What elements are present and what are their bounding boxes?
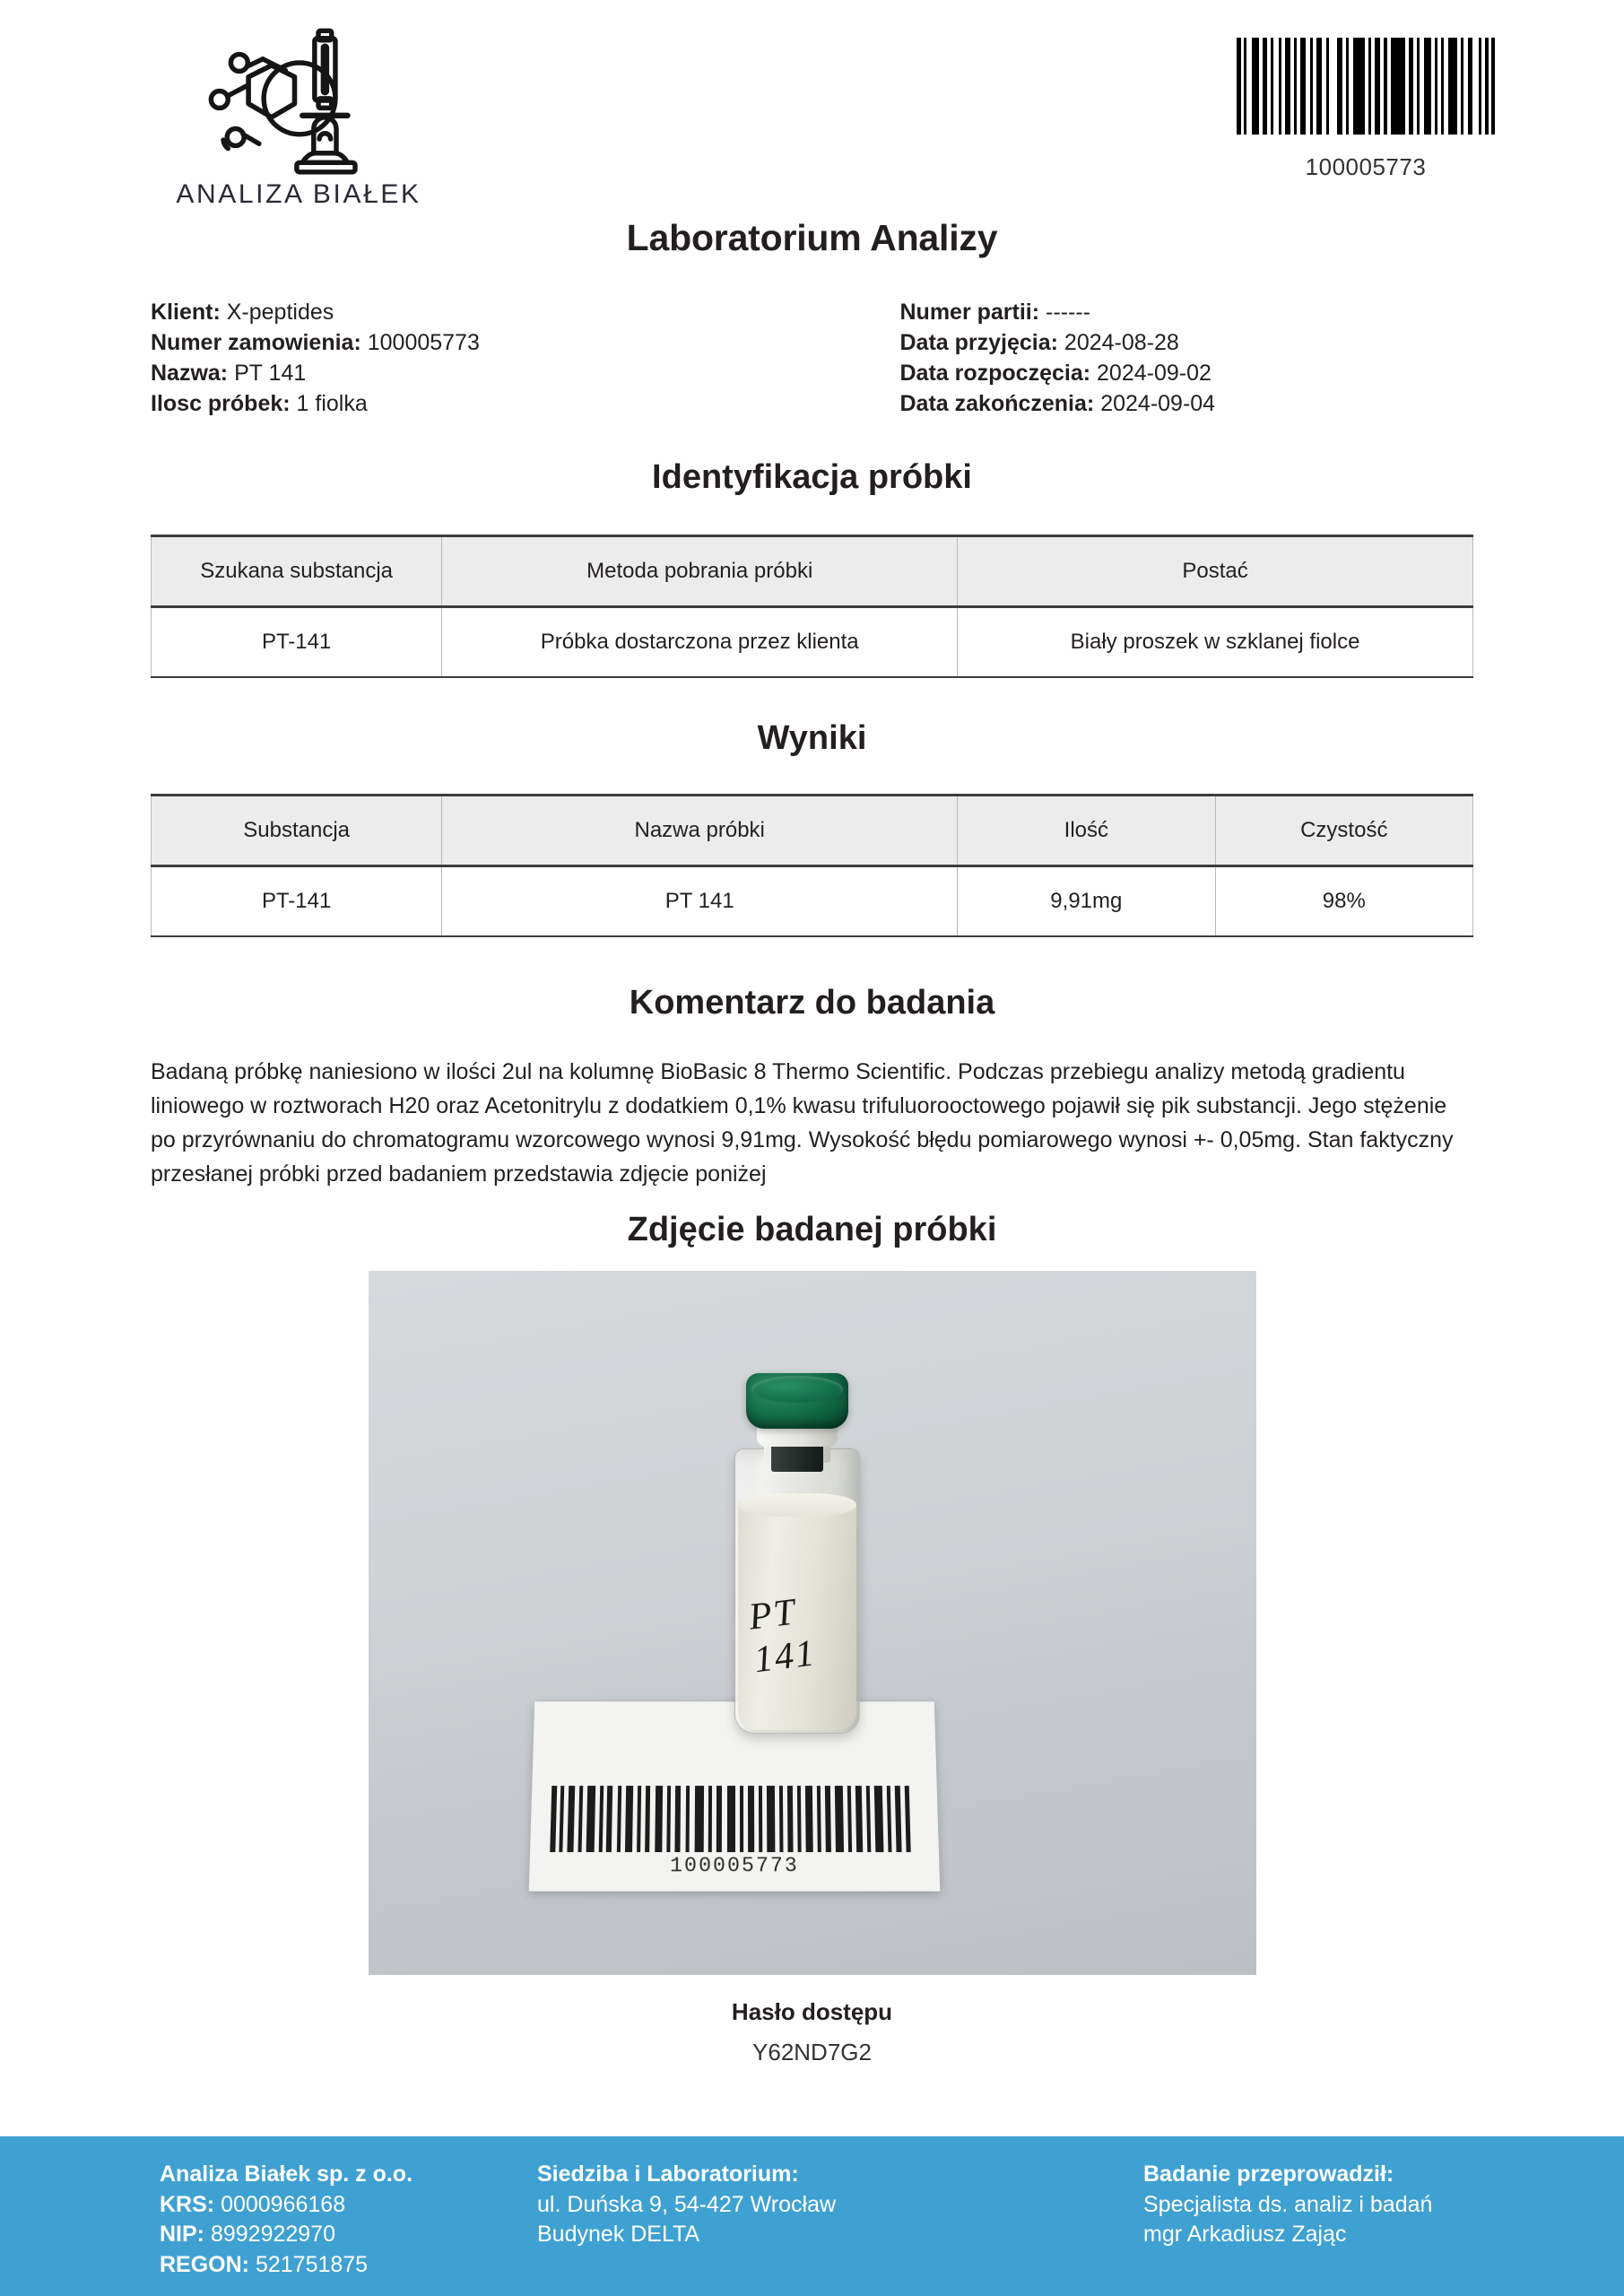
barcode-icon	[1237, 38, 1495, 135]
column-header: Substancja	[152, 796, 442, 866]
meta-value: 100005773	[367, 330, 480, 355]
footer-krs	[160, 2190, 489, 2221]
footer-performer-line2: mgr Arkadiusz Zając	[1143, 2222, 1347, 2247]
meta-label: Numer zamowienia:	[151, 330, 361, 355]
column-header: Postać	[958, 536, 1473, 607]
page-footer	[0, 2136, 1624, 2296]
footer-nip	[160, 2220, 489, 2250]
table-cell: 9,91mg	[958, 866, 1215, 937]
vial-handwritten-label: PT 141	[746, 1591, 818, 1682]
vial-powder-surface	[738, 1493, 856, 1517]
vial-rubber-stopper	[771, 1443, 823, 1472]
table-cell: Biały proszek w szklanej fiolce	[958, 607, 1473, 678]
meta-value: 2024-09-04	[1100, 391, 1216, 416]
meta-value: ------	[1046, 300, 1090, 325]
meta-label: Klient:	[151, 300, 221, 325]
meta-label: Ilosc próbek:	[151, 391, 291, 416]
password-title: Hasło dostępu	[731, 1998, 893, 2025]
footer-regon	[160, 2250, 489, 2281]
order-meta-left	[151, 297, 812, 419]
footer-performer-title	[1143, 2160, 1624, 2190]
table-header-row	[152, 536, 1473, 607]
footer-company-name-text: Analiza Białek sp. z o.o.	[160, 2161, 413, 2187]
table-row	[152, 607, 1473, 678]
footer-performer-title-text: Badanie przeprowadził:	[1143, 2161, 1394, 2187]
sample-photo	[369, 1271, 1256, 1975]
section-title-komentarz: Komentarz do badania	[629, 984, 995, 1022]
sample-photo-wrap	[0, 1271, 1624, 1975]
column-header: Ilość	[958, 796, 1215, 866]
footer-nip-label: NIP:	[160, 2222, 204, 2247]
page-header	[0, 0, 1624, 215]
footer-regon-label: REGON:	[160, 2251, 249, 2277]
label-barcode-icon	[550, 1786, 913, 1852]
footer-performer-line1: Specjalista ds. analiz i badań	[1143, 2191, 1433, 2217]
page-title: Laboratorium Analizy	[626, 217, 998, 258]
meta-label: Data zakończenia:	[899, 391, 1095, 416]
meta-label: Nazwa:	[151, 361, 229, 386]
order-meta	[0, 297, 1624, 419]
table-cell: Próbka dostarczona przez klienta	[442, 607, 958, 678]
footer-company-name	[160, 2160, 489, 2190]
sample-vial	[730, 1366, 864, 1734]
footer-address	[489, 2160, 1027, 2296]
column-header: Szukana substancja	[152, 536, 442, 607]
brand-name: ANALIZA BIAŁEK	[176, 179, 421, 209]
column-header: Czystość	[1215, 796, 1472, 866]
footer-address-line1: ul. Duńska 9, 54-427 Wrocław	[537, 2191, 837, 2217]
header-barcode	[1231, 38, 1500, 181]
footer-company	[0, 2160, 489, 2296]
results-table	[151, 794, 1473, 937]
footer-address-title-text: Siedziba i Laboratorium:	[537, 2161, 799, 2187]
vial-green-flip-cap	[746, 1373, 848, 1429]
header-barcode-number: 100005773	[1305, 153, 1427, 180]
meta-value: 2024-09-02	[1097, 361, 1211, 386]
footer-performer	[1027, 2160, 1624, 2296]
molecule-microscope-icon	[204, 25, 393, 176]
identification-table-wrap	[0, 535, 1624, 678]
section-title-identyfikacja: Identyfikacja próbki	[652, 458, 972, 496]
identification-table	[151, 535, 1473, 678]
meta-value: X-peptides	[226, 300, 334, 325]
footer-krs-label: KRS:	[160, 2191, 215, 2217]
meta-row-data-rozpoczecia	[900, 358, 1474, 388]
table-cell: 98%	[1215, 866, 1472, 937]
footer-krs-value: 0000966168	[221, 2191, 346, 2217]
brand-logo	[151, 25, 447, 210]
comment-body: Badaną próbkę naniesiono w ilości 2ul na kolumnę BioBasic 8 Thermo Scientific. Podczas przebiegu analizy metodą gradientu liniowego w roztworach H20 oraz Acetonitrylu z dodatkiem 0,1% kwasu trifuluorooctowego pojawił się pik substancji. Jego stężenie po przyrównaniu do chromatogramu wzorcowego wynosi 9,91mg. Wysokość błędu pomiarowego wynosi +- 0,05mg. Stan faktyczny przesłanej próbki przed badaniem przedstawia zdjęcie poniżej	[151, 1059, 1454, 1187]
order-meta-right	[812, 297, 1474, 419]
footer-regon-value: 521751875	[255, 2251, 369, 2277]
section-title-zdjecie: Zdjęcie badanej próbki	[627, 1211, 997, 1248]
meta-row-numer-partii	[900, 297, 1474, 327]
table-header-row	[152, 796, 1473, 866]
meta-row-data-przyjecia	[900, 327, 1474, 358]
meta-label: Data przyjęcia:	[899, 330, 1058, 355]
section-title-wyniki: Wyniki	[757, 719, 867, 757]
results-table-wrap	[0, 794, 1624, 937]
table-row	[152, 866, 1473, 937]
footer-address-title	[537, 2160, 1027, 2190]
meta-row-data-zakonczenia	[900, 388, 1474, 419]
column-header: Nazwa próbki	[442, 796, 958, 866]
meta-value: 1 fiolka	[296, 391, 368, 416]
column-header: Metoda pobrania próbki	[442, 536, 958, 607]
meta-row-ilosc-probek	[151, 388, 812, 419]
table-cell: PT-141	[152, 607, 442, 678]
meta-value: PT 141	[234, 361, 307, 386]
label-barcode-number: 100005773	[669, 1854, 799, 1878]
table-cell: PT 141	[442, 866, 958, 937]
footer-nip-value: 8992922970	[210, 2222, 335, 2247]
meta-row-nazwa	[151, 358, 812, 388]
footer-address-line2: Budynek DELTA	[537, 2222, 700, 2247]
meta-row-numer-zamowienia	[151, 327, 812, 358]
meta-value: 2024-08-28	[1064, 330, 1179, 355]
password-value: Y62ND7G2	[752, 2039, 872, 2066]
meta-label: Numer partii:	[899, 300, 1040, 325]
table-cell: PT-141	[152, 866, 442, 937]
meta-row-klient	[151, 297, 812, 327]
meta-label: Data rozpoczęcia:	[899, 361, 1091, 386]
